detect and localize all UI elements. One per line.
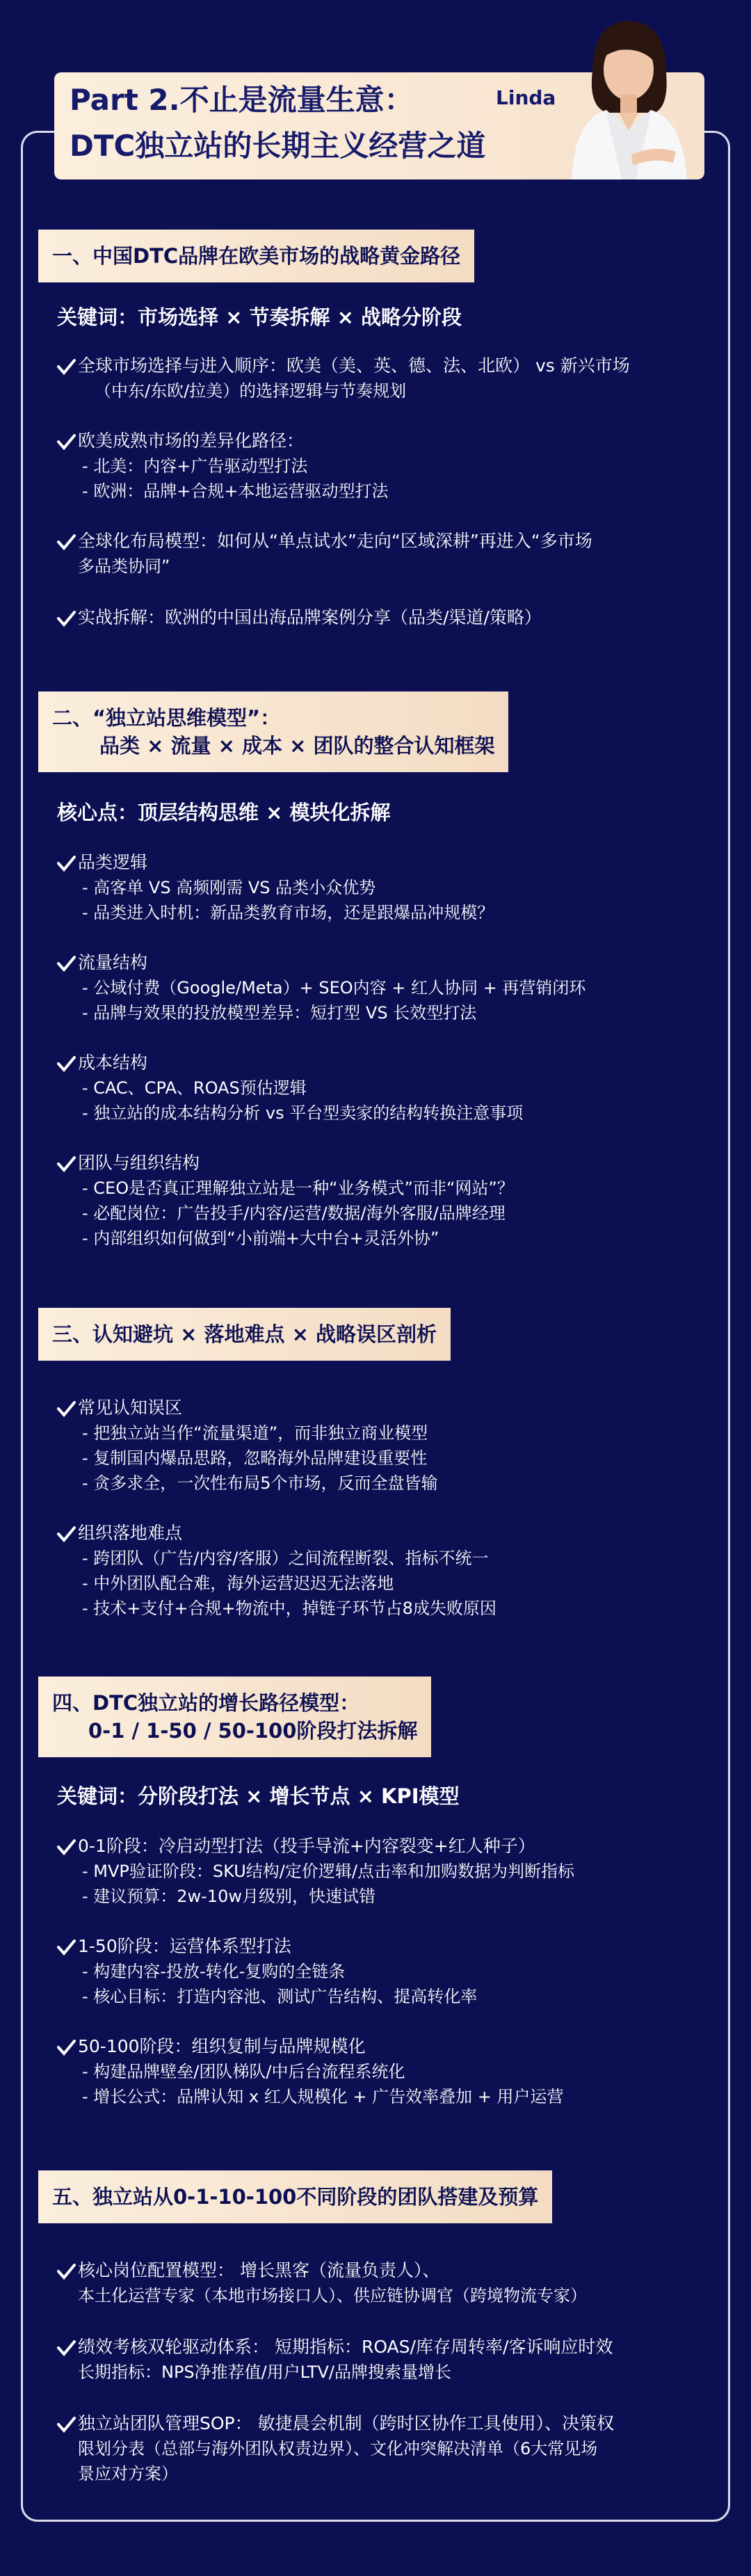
- checkmark-icon: [56, 2037, 76, 2058]
- speaker-name: Linda: [496, 86, 556, 109]
- checkmark-icon: [56, 1053, 76, 1074]
- section-1-keywords: 关键词：市场选择 × 节奏拆解 × 战略分阶段: [57, 305, 462, 329]
- section-3-heading: 三、认知避坑 × 落地难点 × 战略误区剖析: [38, 1308, 451, 1361]
- speaker-portrait: [565, 8, 691, 179]
- checkmark-icon: [56, 431, 76, 452]
- section-5-heading: 五、独立站从0-1-10-100不同阶段的团队搭建及预算: [38, 2170, 552, 2223]
- section-4-heading: 四、DTC独立站的增长路径模型： 0-1 / 1-50 / 50-100阶段打法拆解: [38, 1677, 431, 1757]
- checkmark-icon: [56, 953, 76, 974]
- checkmark-icon: [56, 1398, 76, 1419]
- checkmark-icon: [56, 608, 76, 629]
- checkmark-icon: [56, 356, 76, 377]
- section-1-heading: 一、中国DTC品牌在欧美市场的战略黄金路径: [38, 230, 474, 282]
- checkmark-icon: [56, 1523, 76, 1544]
- checkmark-icon: [56, 2261, 76, 2282]
- checkmark-icon: [56, 531, 76, 552]
- checkmark-icon: [56, 1837, 76, 1857]
- checkmark-icon: [56, 2414, 76, 2435]
- checkmark-icon: [56, 1153, 76, 1174]
- page-title-line2: DTC独立站的长期主义经营之道: [70, 129, 486, 163]
- section-2-keypoint: 核心点：顶层结构思维 × 模块化拆解: [57, 801, 391, 824]
- section-2-heading: 二、“独立站思维模型”： 品类 × 流量 × 成本 × 团队的整合认知框架: [38, 691, 508, 772]
- section-4-keywords: 关键词：分阶段打法 × 增长节点 × KPI模型: [57, 1784, 460, 1808]
- checkmark-icon: [56, 2337, 76, 2358]
- page-title-line1: Part 2.不止是流量生意：: [70, 83, 414, 117]
- checkmark-icon: [56, 853, 76, 874]
- checkmark-icon: [56, 1937, 76, 1958]
